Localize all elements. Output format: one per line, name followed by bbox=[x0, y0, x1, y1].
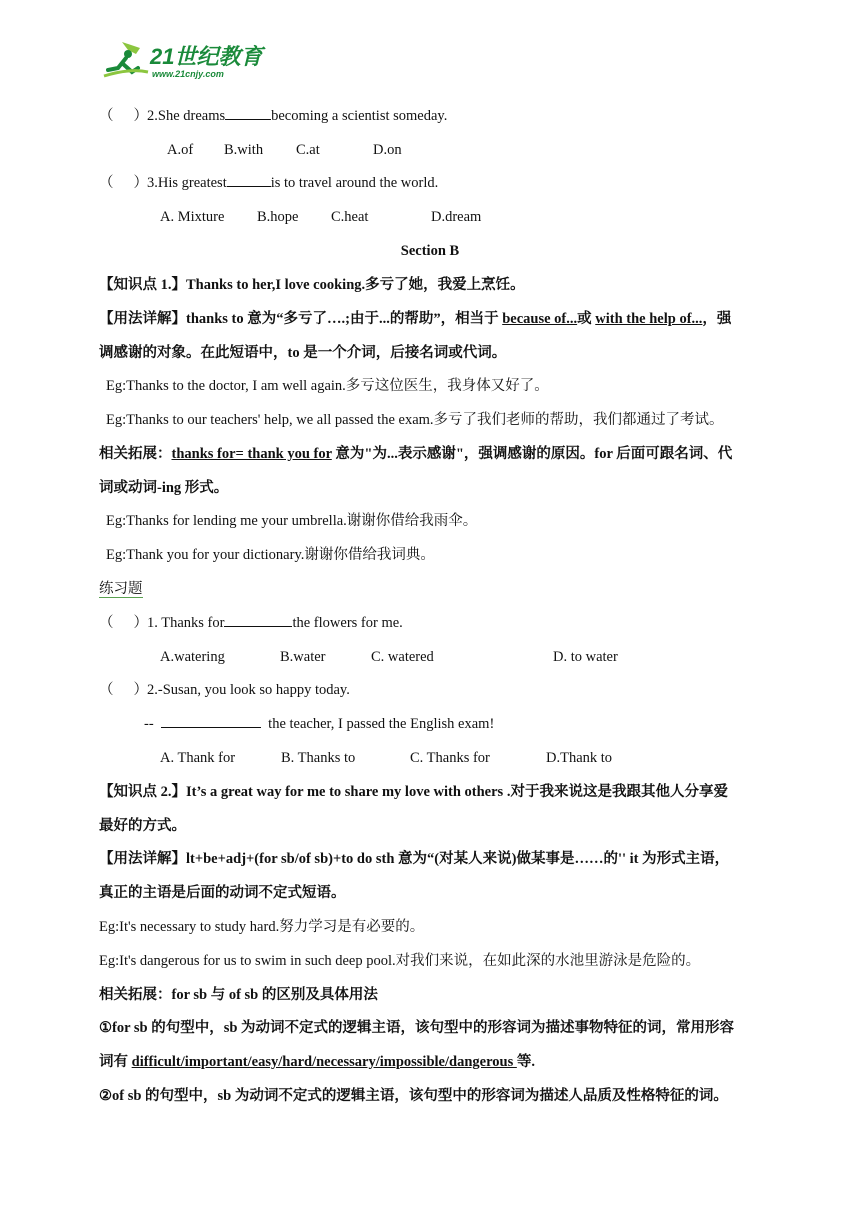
extension-1-cont: 词或动词-ing 形式。 bbox=[99, 480, 229, 496]
option-c: C.at bbox=[296, 142, 320, 158]
option-a: A. Mixture bbox=[160, 209, 225, 225]
option-d: D.Thank to bbox=[546, 750, 613, 766]
practice-1: （ ）1. Thanks for the flowers for me. bbox=[99, 615, 403, 631]
option-c: C. watered bbox=[371, 649, 434, 665]
option-b: B.water bbox=[280, 649, 326, 665]
knowledge-point-2: 【知识点 2.】It’s a great way for me to share my love with others .对于我来说这是我跟其他人分享爱 bbox=[99, 784, 728, 800]
option-b: B.with bbox=[224, 142, 264, 158]
runner-icon bbox=[104, 42, 148, 76]
option-a: A.watering bbox=[160, 649, 225, 665]
option-a: A. Thank for bbox=[160, 750, 236, 766]
usage-explanation-1-cont: 调感谢的对象。在此短语中，to 是一个介词，后接名词或代词。 bbox=[99, 345, 507, 361]
example-2: Eg:Thanks to our teachers' help, we all passed the exam.多亏了我们老师的帮助，我们都通过了考试。 bbox=[106, 412, 724, 428]
example-4: Eg:Thank you for your dictionary.谢谢你借给我词典。 bbox=[106, 547, 435, 563]
note-1: ①for sb 的句型中，sb 为动词不定式的逻辑主语，该句型中的形容词为描述事物特征的词，常用形容 bbox=[99, 1020, 735, 1036]
question-3: （ ）3.His greatest is to travel around the world. bbox=[99, 175, 439, 191]
practice-2: （ ）2.-Susan, you look so happy today. bbox=[99, 682, 350, 698]
note-1-cont: 词有 difficult/important/easy/hard/necessary/impossible/dangerous 等. bbox=[99, 1054, 535, 1070]
option-d: D. to water bbox=[553, 649, 618, 665]
option-c: C.heat bbox=[331, 209, 369, 225]
example-6: Eg:It's dangerous for us to swim in such deep pool.对我们来说，在如此深的水池里游泳是危险的。 bbox=[99, 953, 701, 969]
usage-explanation-1: 【用法详解】thanks to 意为“多亏了….;由于...的帮助”，相当于 because of...或 with the help of...，强 bbox=[99, 311, 732, 327]
option-c: C. Thanks for bbox=[410, 750, 490, 766]
section-heading: Section B bbox=[400, 243, 460, 259]
extension-2: 相关拓展：for sb 与 of sb 的区别及具体用法 bbox=[99, 987, 378, 1003]
extension-1: 相关拓展：thanks for= thank you for 意为"为...表示感谢"，强调感谢的原因。for 后面可跟名词、代 bbox=[99, 446, 733, 462]
usage-explanation-2-cont: 真正的主语是后面的动词不定式短语。 bbox=[99, 885, 346, 901]
example-5: Eg:It's necessary to study hard.努力学习是有必要的。 bbox=[99, 919, 425, 935]
knowledge-point-1: 【知识点 1.】Thanks to her,I love cooking.多亏了她，我爱上烹饪。 bbox=[99, 277, 525, 293]
usage-explanation-2: 【用法详解】lt+be+adj+(for sb/of sb)+to do sth 意为“(对某人来说)做某事是……的'' it 为形式主语， bbox=[99, 851, 730, 867]
option-d: D.dream bbox=[431, 209, 482, 225]
example-1: Eg:Thanks to the doctor, I am well again.多亏这位医生，我身体又好了。 bbox=[106, 378, 549, 394]
note-2: ②of sb 的句型中，sb 为动词不定式的逻辑主语，该句型中的形容词为描述人品质及性格特征的词。 bbox=[99, 1088, 728, 1104]
option-b: B.hope bbox=[257, 209, 299, 225]
practice-heading: 练习题 bbox=[99, 581, 143, 597]
logo-url: www.21cnjy.com bbox=[152, 69, 224, 79]
option-b: B. Thanks to bbox=[281, 750, 356, 766]
practice-2-response: -- the teacher, I passed the English exam! bbox=[144, 716, 495, 732]
site-logo bbox=[100, 38, 270, 82]
option-d: D.on bbox=[373, 142, 402, 158]
logo-text: 21世纪教育 bbox=[150, 44, 263, 69]
question-2: （ ）2.She dreams becoming a scientist someday. bbox=[99, 108, 448, 124]
example-3: Eg:Thanks for lending me your umbrella.谢谢你借给我雨伞。 bbox=[106, 513, 478, 529]
knowledge-point-2-cont: 最好的方式。 bbox=[99, 818, 186, 834]
option-a: A.of bbox=[167, 142, 194, 158]
